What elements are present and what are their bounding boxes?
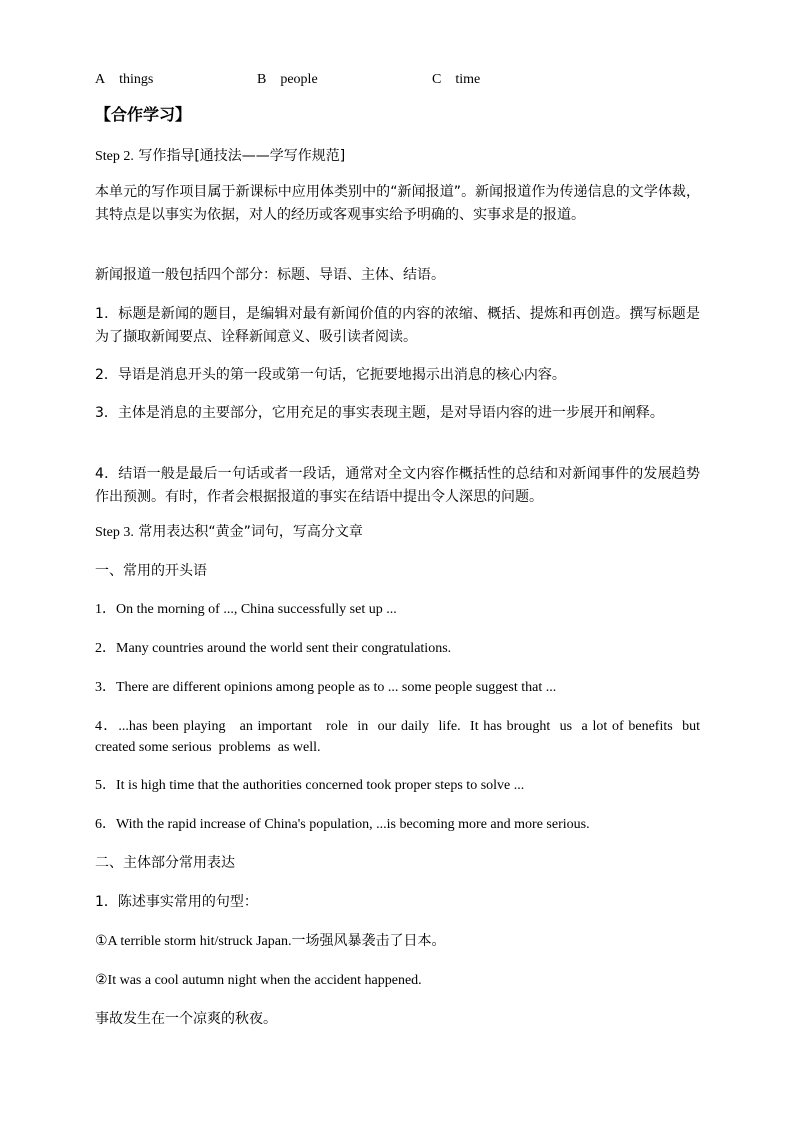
- option-a: A things: [95, 72, 154, 87]
- option-b: B people: [257, 72, 318, 87]
- fact-sentence-2: ②It was a cool autumn night when the accident happened.: [95, 973, 422, 988]
- section-heading: 【合作学习】: [95, 105, 192, 124]
- option-c: C time: [432, 72, 481, 87]
- fact-sentence-1: ①A terrible storm hit/struck Japan.一场强风暴袭击了日本。: [95, 933, 446, 949]
- section-2-title: 二、主体部分常用表达: [95, 855, 235, 871]
- fact-sentence-2-translation: 事故发生在一个凉爽的秋夜。: [95, 1011, 277, 1027]
- intro-paragraph: 本单元的写作项目属于新课标中应用体类别中的“新闻报道”。新闻报道作为传递信息的文学体裁，其特点是以事实为依据，对人的经历或客观事实给予明确的、实事求是的报道。: [95, 184, 700, 223]
- opener-1: 1．On the morning of ..., China successfully set up ...: [95, 602, 397, 617]
- step-3-title: Step 3. 常用表达积“黄金”词句，写高分文章: [95, 524, 363, 540]
- step-2-title: Step 2. 写作指导[通技法——学写作规范]: [95, 148, 346, 164]
- opener-6: 6．With the rapid increase of China's population, ...is becoming more and more serious.: [95, 817, 590, 832]
- section-1-title: 一、常用的开头语: [95, 563, 207, 579]
- opener-2: 2．Many countries around the world sent their congratulations.: [95, 641, 452, 656]
- part-item-2: 2．导语是消息开头的第一段或第一句话，它扼要地揭示出消息的核心内容。: [95, 367, 566, 383]
- opener-5: 5．It is high time that the authorities concerned took proper steps to solve ...: [95, 778, 525, 793]
- part-item-1: 1．标题是新闻的题目，是编辑对最有新闻价值的内容的浓缩、概括、提炼和再创造。撰写标题是为了撷取新闻要点、诠释新闻意义、吸引读者阅读。: [95, 306, 700, 345]
- parts-summary: 新闻报道一般包括四个部分：标题、导语、主体、结语。: [95, 267, 445, 283]
- opener-3: 3．There are different opinions among people as to ... some people suggest that ...: [95, 680, 557, 695]
- opener-4: 4．...has been playing an important role in our daily life. It has brought us a lot of benefits but created some serious problems as well.: [95, 719, 704, 755]
- part-item-4: 4．结语一般是最后一句话或者一段话，通常对全文内容作概括性的总结和对新闻事件的发展趋势作出预测。有时，作者会根据报道的事实在结语中提出令人深思的问题。: [95, 466, 700, 505]
- subsection-1-title: 1．陈述事实常用的句型：: [95, 894, 258, 910]
- part-item-3: 3．主体是消息的主要部分，它用充足的事实表现主题，是对导语内容的进一步展开和阐释。: [95, 405, 664, 421]
